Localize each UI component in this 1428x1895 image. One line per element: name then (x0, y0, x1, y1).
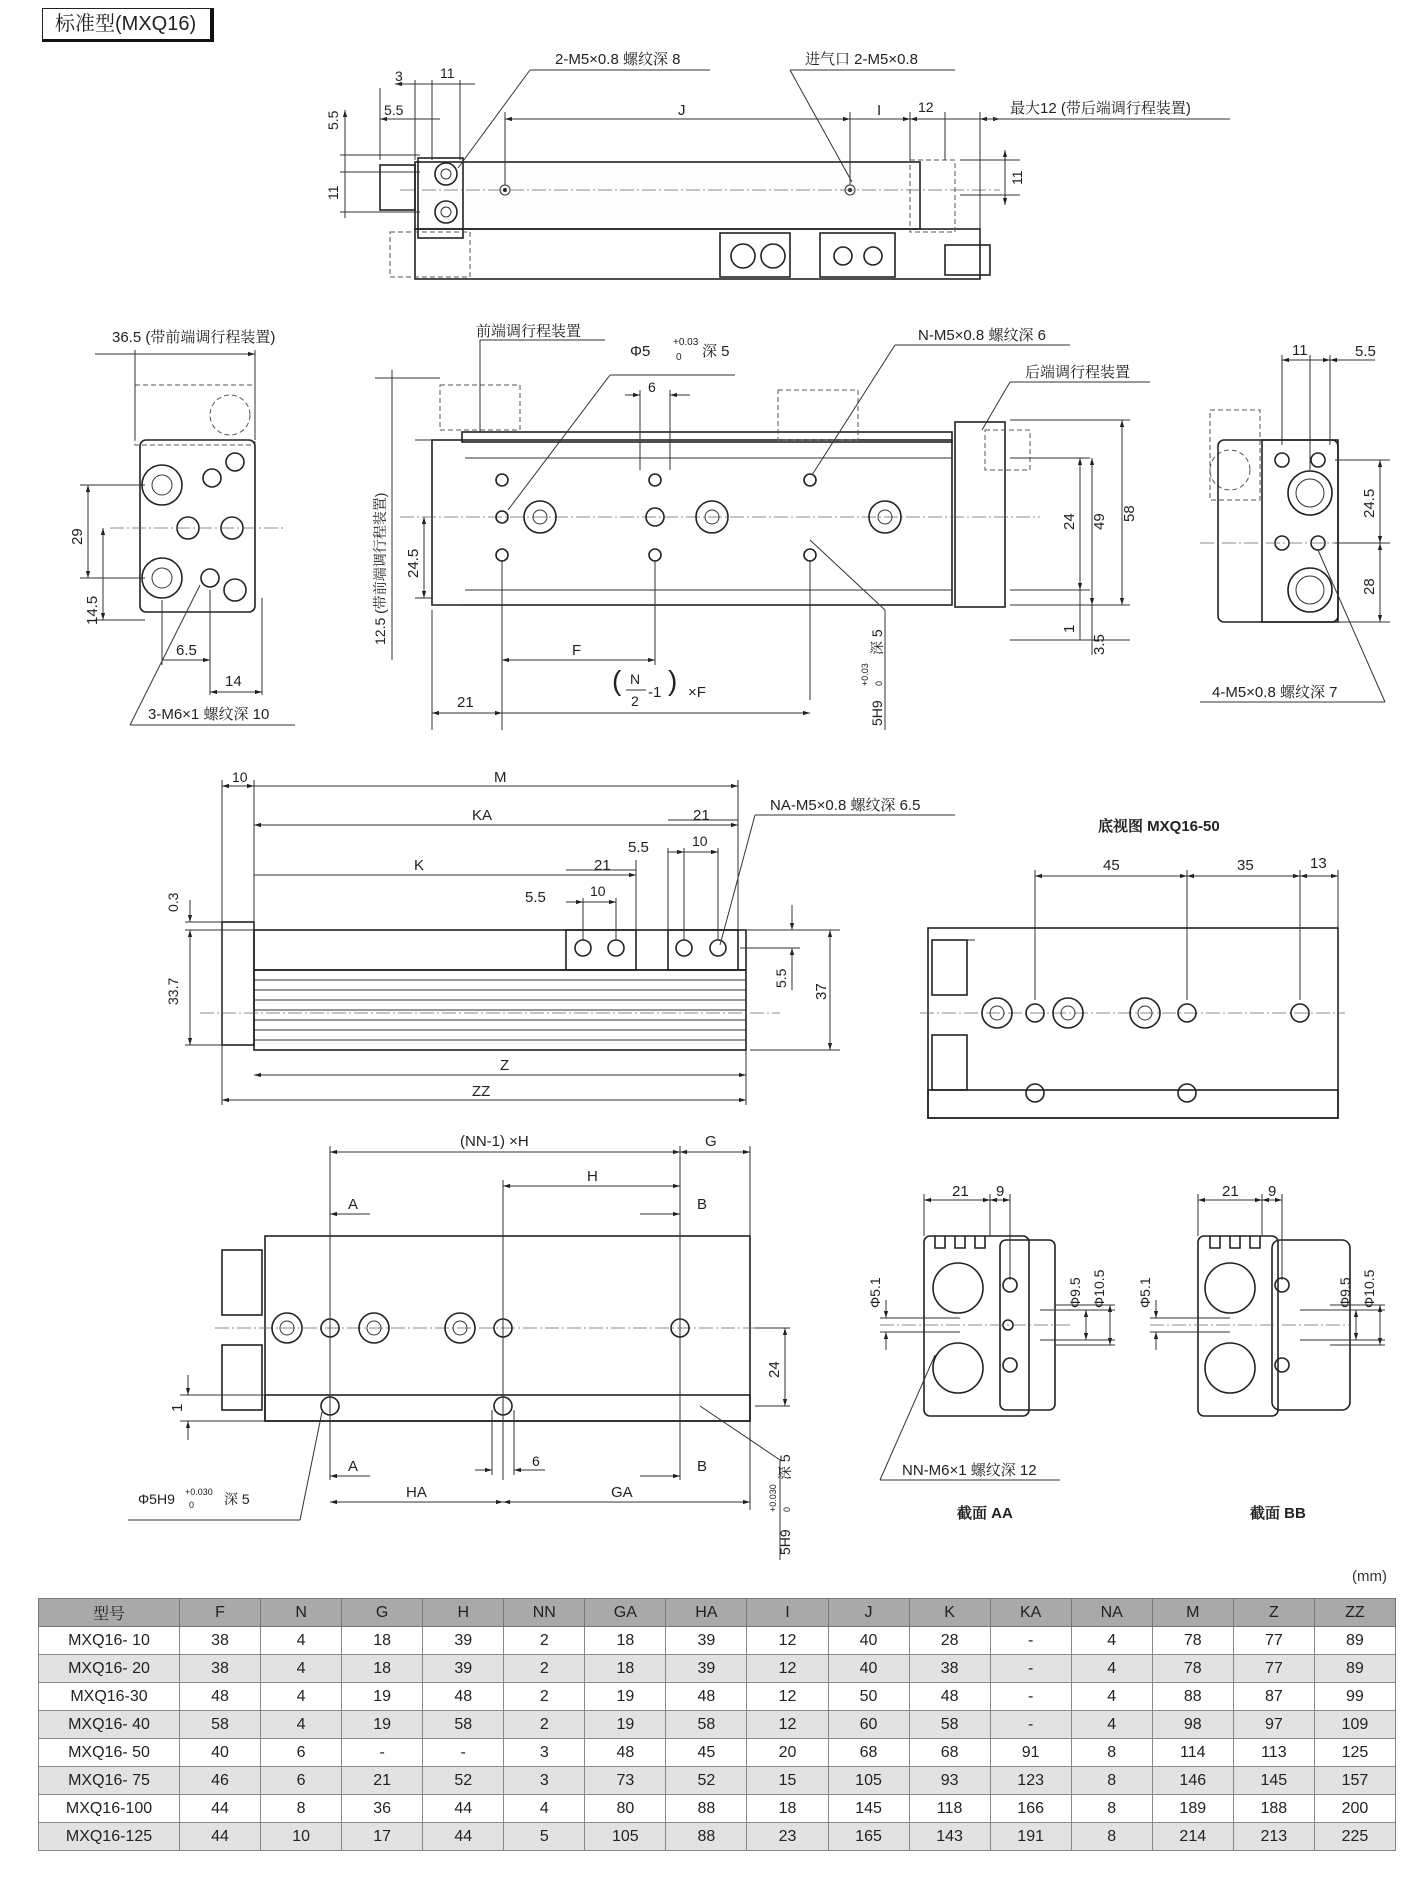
model-cell: MXQ16-100 (39, 1795, 180, 1823)
value-cell: 8 (1071, 1823, 1152, 1851)
note-text: 0 (189, 1500, 195, 1510)
dim-text: 2 (631, 693, 639, 709)
dim-text: 11 (1009, 170, 1025, 185)
note-text: 最大12 (带后端调行程装置) (1010, 100, 1191, 117)
value-cell: 38 (180, 1627, 261, 1655)
note-text: 后端调行程装置 (1025, 364, 1131, 381)
column-header: G (342, 1599, 423, 1627)
value-cell: 157 (1314, 1767, 1395, 1795)
value-cell: 38 (909, 1655, 990, 1683)
note-text: 深 5 (224, 1491, 250, 1507)
value-cell: 98 (1152, 1711, 1233, 1739)
model-cell: MXQ16- 40 (39, 1711, 180, 1739)
value-cell: 48 (180, 1683, 261, 1711)
value-cell: 113 (1233, 1739, 1314, 1767)
column-header: NN (504, 1599, 585, 1627)
dim-text: 14 (225, 673, 242, 690)
value-cell: 19 (342, 1711, 423, 1739)
dim-text: 24 (1061, 513, 1078, 530)
column-header: GA (585, 1599, 666, 1627)
dim-text: 11 (440, 65, 455, 81)
dim-text: F (572, 642, 582, 659)
spec-table-body (39, 1627, 1396, 1851)
column-header: H (423, 1599, 504, 1627)
note-text: 深 5 (777, 1454, 793, 1480)
value-cell: 2 (504, 1627, 585, 1655)
value-cell: 189 (1152, 1795, 1233, 1823)
model-cell: MXQ16- 20 (39, 1655, 180, 1683)
note-text: 0 (782, 1506, 792, 1512)
dim-text: I (877, 102, 882, 119)
column-header: I (747, 1599, 828, 1627)
value-cell: 40 (828, 1627, 909, 1655)
value-cell: 4 (261, 1655, 342, 1683)
value-cell: 78 (1152, 1627, 1233, 1655)
note-text: +0.03 (860, 663, 870, 686)
left-end-view (69, 329, 295, 725)
spec-table (38, 1598, 1396, 1851)
dim-text: 28 (1361, 578, 1378, 595)
column-header: ZZ (1314, 1599, 1395, 1627)
value-cell: 80 (585, 1795, 666, 1823)
value-cell: 18 (342, 1655, 423, 1683)
dim-text: B (697, 1196, 708, 1213)
dim-text: Φ10.5 (1091, 1269, 1107, 1308)
value-cell: 123 (990, 1767, 1071, 1795)
dim-text: Φ5.1 (1137, 1277, 1153, 1308)
dim-text: A (348, 1196, 359, 1213)
view-title: 底视图 MXQ16-50 (1098, 818, 1220, 835)
value-cell: 4 (1071, 1683, 1152, 1711)
dim-text: 5.5 (325, 110, 341, 130)
value-cell: 8 (261, 1795, 342, 1823)
value-cell: 6 (261, 1767, 342, 1795)
section-aa (867, 1183, 1115, 1522)
dim-text: 5.5 (384, 102, 404, 118)
value-cell: 48 (585, 1739, 666, 1767)
dim-text: 10 (590, 883, 606, 899)
value-cell: 4 (504, 1795, 585, 1823)
bottom-view-50 (920, 817, 1345, 1118)
dim-text: 37 (813, 983, 830, 1000)
dim-text: 35 (1237, 857, 1254, 874)
column-header: J (828, 1599, 909, 1627)
value-cell: 39 (423, 1627, 504, 1655)
value-cell: 73 (585, 1767, 666, 1795)
dim-text: 6 (648, 379, 656, 395)
value-cell: 88 (1152, 1683, 1233, 1711)
value-cell: 3 (504, 1767, 585, 1795)
dim-text: -1 (648, 684, 662, 701)
dim-text: J (678, 102, 686, 119)
value-cell: 188 (1233, 1795, 1314, 1823)
dim-text: 12 (918, 99, 934, 115)
value-cell: 48 (423, 1683, 504, 1711)
dim-text: 11 (325, 185, 341, 200)
dim-text: 21 (952, 1183, 969, 1200)
value-cell: 39 (666, 1655, 747, 1683)
right-end-view (1200, 342, 1390, 702)
value-cell: 213 (1233, 1823, 1314, 1851)
dim-text: 3 (395, 68, 403, 84)
value-cell: 68 (909, 1739, 990, 1767)
value-cell: 77 (1233, 1627, 1314, 1655)
value-cell: 18 (585, 1655, 666, 1683)
unit-label: (mm) (1352, 1568, 1387, 1585)
column-header: K (909, 1599, 990, 1627)
table-row (39, 1795, 1396, 1823)
value-cell: 77 (1233, 1655, 1314, 1683)
value-cell: 18 (585, 1627, 666, 1655)
bottom-view (128, 1133, 793, 1560)
value-cell: 12 (747, 1627, 828, 1655)
view-title: 截面 AA (957, 1505, 1013, 1522)
value-cell: 48 (666, 1683, 747, 1711)
dim-text: 5.5 (1355, 343, 1376, 360)
table-row (39, 1627, 1396, 1655)
dim-text: 24.5 (405, 548, 422, 578)
top-view (325, 51, 1230, 279)
value-cell: 18 (342, 1627, 423, 1655)
value-cell: 8 (1071, 1739, 1152, 1767)
value-cell: 4 (261, 1711, 342, 1739)
value-cell: 225 (1314, 1823, 1395, 1851)
value-cell: 2 (504, 1711, 585, 1739)
dim-text: 9 (996, 1183, 1005, 1200)
value-cell: 39 (666, 1627, 747, 1655)
column-header: Z (1233, 1599, 1314, 1627)
value-cell: 8 (1071, 1795, 1152, 1823)
value-cell: 36 (342, 1795, 423, 1823)
value-cell: 143 (909, 1823, 990, 1851)
dim-text: 5.5 (773, 968, 789, 988)
table-row (39, 1683, 1396, 1711)
value-cell: 12 (747, 1655, 828, 1683)
view-title: 截面 BB (1250, 1505, 1306, 1522)
value-cell: 93 (909, 1767, 990, 1795)
value-cell: 12 (747, 1711, 828, 1739)
note-text: +0.03 (673, 337, 699, 348)
note-text: 2-M5×0.8 螺纹深 8 (555, 51, 681, 68)
note-text: 4-M5×0.8 螺纹深 7 (1212, 684, 1338, 701)
value-cell: 91 (990, 1739, 1071, 1767)
note-text: N-M5×0.8 螺纹深 6 (918, 327, 1046, 344)
side-view (165, 769, 955, 1105)
dim-text: 21 (457, 694, 474, 711)
value-cell: - (342, 1739, 423, 1767)
value-cell: 44 (180, 1795, 261, 1823)
value-cell: 52 (666, 1767, 747, 1795)
dim-text: 1 (1061, 624, 1078, 633)
value-cell: 58 (180, 1711, 261, 1739)
note-text: +0.030 (768, 1484, 778, 1512)
value-cell: 58 (909, 1711, 990, 1739)
dim-text: 29 (69, 528, 86, 545)
dim-text: 45 (1103, 857, 1120, 874)
value-cell: 58 (666, 1711, 747, 1739)
table-row (39, 1767, 1396, 1795)
table-row (39, 1711, 1396, 1739)
bracket-glyph: ) (668, 665, 678, 696)
note-text: 12.5 (带前端调行程装置) (372, 492, 388, 645)
note-text: Φ5 (630, 343, 651, 360)
value-cell: 60 (828, 1711, 909, 1739)
value-cell: 118 (909, 1795, 990, 1823)
model-cell: MXQ16- 10 (39, 1627, 180, 1655)
value-cell: 19 (342, 1683, 423, 1711)
dim-text: G (705, 1133, 717, 1150)
value-cell: 68 (828, 1739, 909, 1767)
dim-text: Φ10.5 (1361, 1269, 1377, 1308)
note-text: 前端调行程装置 (476, 323, 582, 340)
value-cell: 39 (423, 1655, 504, 1683)
value-cell: 46 (180, 1767, 261, 1795)
dim-text: Φ9.5 (1067, 1277, 1083, 1308)
dim-text: Φ5.1 (867, 1277, 883, 1308)
dim-text: 3.5 (1091, 634, 1108, 655)
table-row (39, 1823, 1396, 1851)
column-header: KA (990, 1599, 1071, 1627)
dim-text: Φ9.5 (1337, 1277, 1353, 1308)
value-cell: 4 (261, 1683, 342, 1711)
bracket-glyph: ( (612, 665, 622, 696)
column-header: F (180, 1599, 261, 1627)
value-cell: 214 (1152, 1823, 1233, 1851)
dim-text: 11 (1292, 342, 1308, 359)
dim-text: 49 (1091, 513, 1108, 530)
value-cell: 125 (1314, 1739, 1395, 1767)
value-cell: 38 (180, 1655, 261, 1683)
table-row (39, 1655, 1396, 1683)
dim-text: 24.5 (1361, 488, 1378, 518)
model-cell: MXQ16-30 (39, 1683, 180, 1711)
value-cell: 2 (504, 1655, 585, 1683)
dim-text: ×F (688, 684, 706, 701)
value-cell: 166 (990, 1795, 1071, 1823)
value-cell: 17 (342, 1823, 423, 1851)
dim-text: GA (611, 1484, 633, 1501)
value-cell: 10 (261, 1823, 342, 1851)
dim-text: A (348, 1458, 359, 1475)
value-cell: 58 (423, 1711, 504, 1739)
dim-text: 58 (1121, 505, 1138, 522)
note-text: 深 5 (869, 629, 885, 655)
value-cell: 52 (423, 1767, 504, 1795)
value-cell: 44 (423, 1795, 504, 1823)
note-text: 进气口 2-M5×0.8 (805, 51, 918, 68)
value-cell: - (990, 1683, 1071, 1711)
dim-text: 10 (232, 769, 248, 785)
value-cell: 6 (261, 1739, 342, 1767)
value-cell: 88 (666, 1823, 747, 1851)
value-cell: 4 (1071, 1711, 1152, 1739)
note-text: 5H9 (869, 700, 885, 726)
value-cell: 145 (1233, 1767, 1314, 1795)
value-cell: - (990, 1711, 1071, 1739)
dim-text: 21 (594, 857, 611, 874)
note-text: +0.030 (185, 1487, 213, 1497)
dim-text: 10 (692, 833, 708, 849)
value-cell: 3 (504, 1739, 585, 1767)
value-cell: 99 (1314, 1683, 1395, 1711)
value-cell: 145 (828, 1795, 909, 1823)
section-bb (1137, 1183, 1385, 1522)
value-cell: 4 (1071, 1655, 1152, 1683)
dim-text: N (630, 671, 641, 687)
dim-text: 5.5 (628, 839, 649, 856)
value-cell: 40 (180, 1739, 261, 1767)
note-text: 36.5 (带前端调行程装置) (112, 329, 276, 346)
note-text: NN-M6×1 螺纹深 12 (902, 1462, 1037, 1479)
note-text: 0 (676, 352, 682, 363)
column-header: 型号 (39, 1599, 180, 1627)
model-cell: MXQ16- 50 (39, 1739, 180, 1767)
dim-text: 24 (766, 1361, 783, 1378)
value-cell: 15 (747, 1767, 828, 1795)
note-text: Φ5H9 (138, 1491, 175, 1507)
dim-text: 33.7 (165, 977, 181, 1005)
value-cell: 4 (1071, 1627, 1152, 1655)
value-cell: 97 (1233, 1711, 1314, 1739)
value-cell: - (990, 1655, 1071, 1683)
dim-text: 13 (1310, 855, 1327, 872)
dim-text: 14.5 (84, 595, 101, 625)
dim-text: (NN-1) ×H (460, 1133, 529, 1150)
value-cell: 8 (1071, 1767, 1152, 1795)
dim-text: 5.5 (525, 889, 546, 906)
value-cell: - (423, 1739, 504, 1767)
value-cell: 44 (423, 1823, 504, 1851)
value-cell: 44 (180, 1823, 261, 1851)
value-cell: 146 (1152, 1767, 1233, 1795)
value-cell: 19 (585, 1711, 666, 1739)
dim-text: 6.5 (176, 642, 197, 659)
model-cell: MXQ16- 75 (39, 1767, 180, 1795)
value-cell: 48 (909, 1683, 990, 1711)
value-cell: 19 (585, 1683, 666, 1711)
dim-text: 6 (532, 1453, 540, 1469)
dim-text: B (697, 1458, 708, 1475)
value-cell: 109 (1314, 1711, 1395, 1739)
note-text: NA-M5×0.8 螺纹深 6.5 (770, 797, 921, 814)
value-cell: - (990, 1627, 1071, 1655)
value-cell: 78 (1152, 1655, 1233, 1683)
value-cell: 45 (666, 1739, 747, 1767)
dim-text: M (494, 769, 507, 786)
value-cell: 114 (1152, 1739, 1233, 1767)
column-header: NA (1071, 1599, 1152, 1627)
value-cell: 88 (666, 1795, 747, 1823)
dim-text: 9 (1268, 1183, 1277, 1200)
table-header-row (39, 1599, 1396, 1627)
dim-text: 1 (169, 1403, 186, 1412)
column-header: N (261, 1599, 342, 1627)
table-row (39, 1739, 1396, 1767)
value-cell: 87 (1233, 1683, 1314, 1711)
dim-text: KA (472, 807, 493, 824)
model-cell: MXQ16-125 (39, 1823, 180, 1851)
value-cell: 5 (504, 1823, 585, 1851)
dim-text: Z (500, 1057, 510, 1074)
page-title: 标准型(MXQ16) (42, 8, 214, 42)
dim-text: K (414, 857, 425, 874)
dim-text: 21 (693, 807, 710, 824)
value-cell: 105 (585, 1823, 666, 1851)
dim-text: H (587, 1168, 598, 1185)
dim-text: ZZ (472, 1083, 491, 1100)
value-cell: 28 (909, 1627, 990, 1655)
note-text: 5H9 (777, 1529, 793, 1555)
value-cell: 191 (990, 1823, 1071, 1851)
column-header: M (1152, 1599, 1233, 1627)
value-cell: 2 (504, 1683, 585, 1711)
value-cell: 40 (828, 1655, 909, 1683)
value-cell: 12 (747, 1683, 828, 1711)
value-cell: 20 (747, 1739, 828, 1767)
value-cell: 18 (747, 1795, 828, 1823)
value-cell: 89 (1314, 1655, 1395, 1683)
value-cell: 4 (261, 1627, 342, 1655)
dim-text: HA (406, 1484, 427, 1501)
note-text: 3-M6×1 螺纹深 10 (148, 706, 270, 723)
value-cell: 165 (828, 1823, 909, 1851)
value-cell: 23 (747, 1823, 828, 1851)
note-text: 0 (874, 680, 884, 686)
dim-text: 0.3 (165, 892, 181, 912)
dim-text: 21 (1222, 1183, 1239, 1200)
value-cell: 105 (828, 1767, 909, 1795)
value-cell: 21 (342, 1767, 423, 1795)
note-text: 深 5 (702, 343, 730, 360)
column-header: HA (666, 1599, 747, 1627)
value-cell: 200 (1314, 1795, 1395, 1823)
value-cell: 50 (828, 1683, 909, 1711)
value-cell: 89 (1314, 1627, 1395, 1655)
front-view (372, 323, 1150, 730)
